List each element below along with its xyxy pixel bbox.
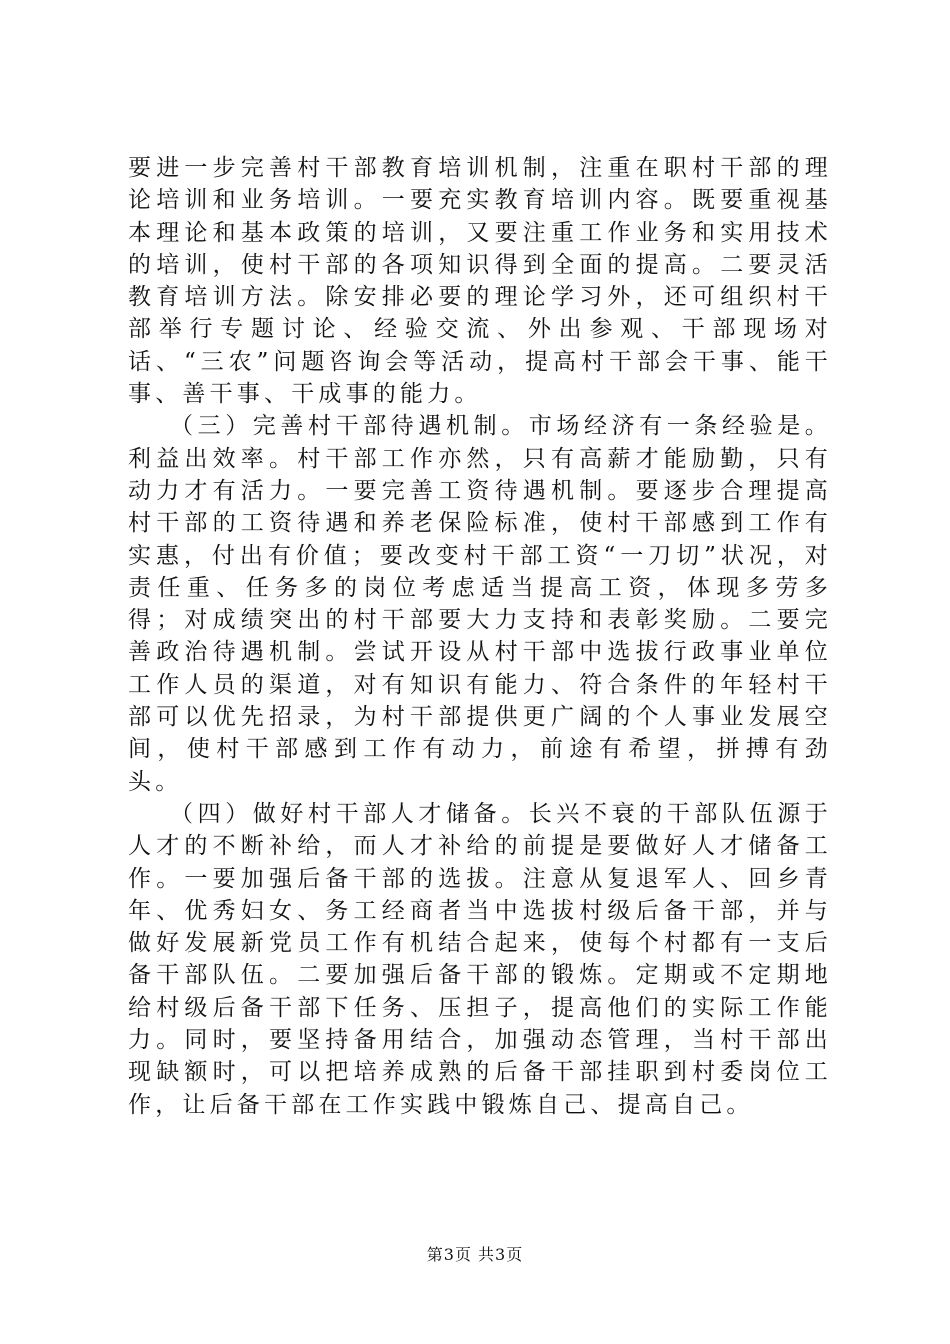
paragraph-talent-reserve: （四）做好村干部人才储备。长兴不衰的干部队伍源于人才的不断补给，而人才补给的前提是要做好人才储备工作。一要加强后备干部的选拔。注意从复退军人、回乡青年、优秀妇女、务工经商者当中选拔村级后备干部，并与做好发展新党员工作有机结合起来，使每个村都有一支后备干部队伍。二要加强后备干部的锻炼。定期或不定期地给村级后备干部下任务、压担子，提高他们的实际工作能力。同时，要坚持备用结合，加强动态管理，当村干部出现缺额时，可以把培养成熟的后备干部挂职到村委岗位工作，让后备干部在工作实践中锻炼自己、提高自己。	[128, 800, 832, 1118]
paragraph-treatment-mechanism: （三）完善村干部待遇机制。市场经济有一条经验是。利益出效率。村干部工作亦然，只有高薪才能励勤，只有动力才有活力。一要完善工资待遇机制。要逐步合理提高村干部的工资待遇和养老保险标准，使村干部感到工作有实惠，付出有价值；要改变村干部工资“一刀切”状况，对责任重、任务多的岗位考虑适当提高工资，体现多劳多得；对成绩突出的村干部要大力支持和表彰奖励。二要完善政治待遇机制。尝试开设从村干部中选拔行政事业单位工作人员的渠道，对有知识有能力、符合条件的年轻村干部可以优先招录，为村干部提供更广阔的个人事业发展空间，使村干部感到工作有动力，前途有希望，拼搏有劲头。	[128, 413, 832, 795]
document-body	[128, 152, 832, 1121]
page-number-footer: 第3页 共3页	[426, 1245, 524, 1264]
paragraph-training-mechanism: 要进一步完善村干部教育培训机制，注重在职村干部的理论培训和业务培训。一要充实教育培训内容。既要重视基本理论和基本政策的培训，又要注重工作业务和实用技术的培训，使村干部的各项知识得到全面的提高。二要灵活教育培训方法。除安排必要的理论学习外，还可组织村干部举行专题讨论、经验交流、外出参观、干部现场对话、“三农”问题咨询会等活动，提高村干部会干事、能干事、善干事、干成事的能力。	[128, 155, 832, 408]
